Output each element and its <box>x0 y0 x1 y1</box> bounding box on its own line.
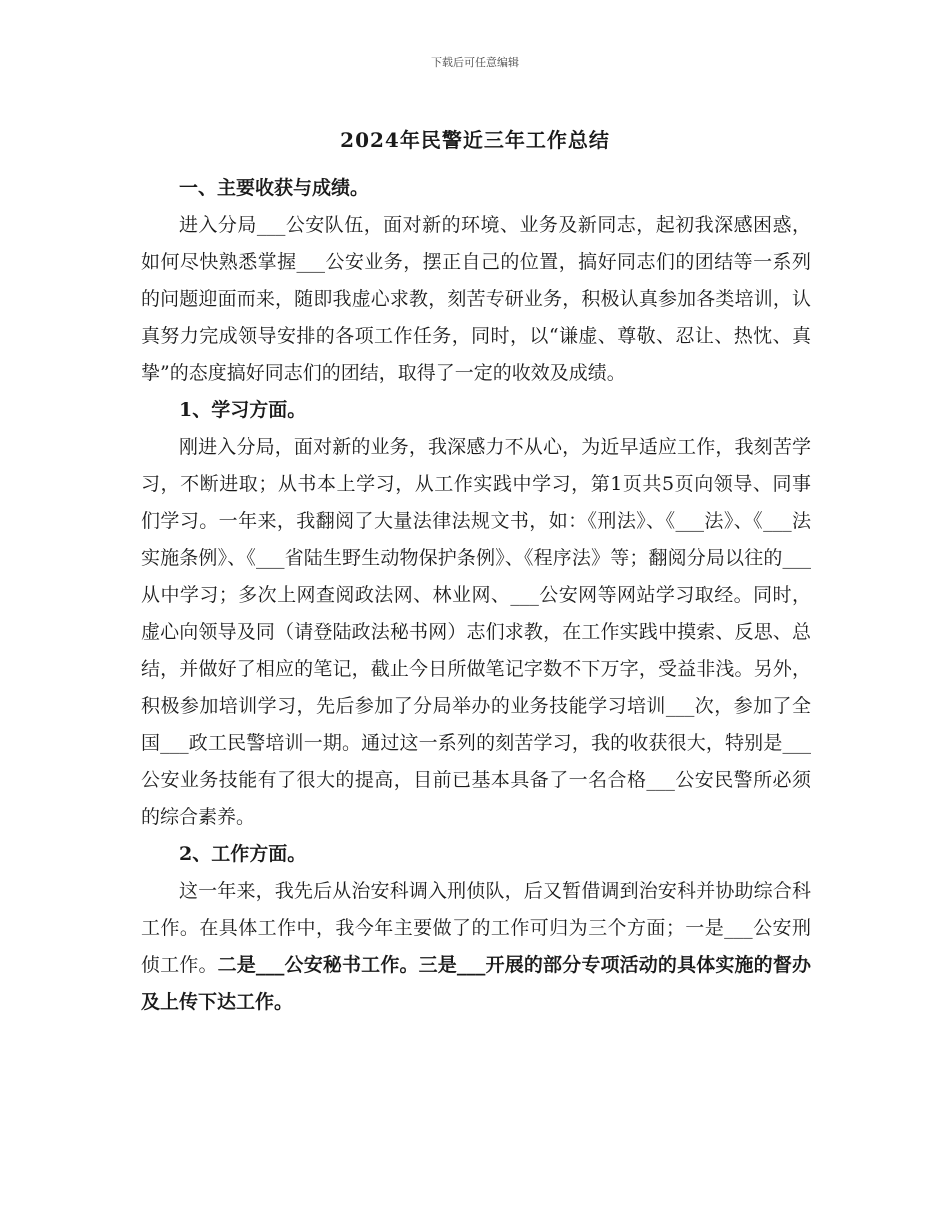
document-title: 2024年民警近三年工作总结 <box>340 128 610 152</box>
section-heading-work: 2、工作方面。 <box>179 843 307 865</box>
section-heading-study: 1、学习方面。 <box>179 399 307 421</box>
header-note: 下载后可任意编辑 <box>431 56 519 69</box>
paragraph-work <box>141 873 811 1021</box>
paragraph-work-bold: 二是___公安秘书工作。三是___开展的部分专项活动的具体实施的督办及上传下达工作。 <box>141 954 811 1013</box>
document-body <box>141 170 811 1021</box>
section-heading-main-results: 一、主要收获与成绩。 <box>179 177 370 199</box>
paragraph-study: 刚进入分局，面对新的业务，我深感力不从心，为近早适应工作，我刻苦学习，不断进取；从书本上学习，从工作实践中学习，第1页共5页向领导、同事们学习。一年来，我翻阅了大量法律法规文书，如：《刑法》、《___法》、《___法实施条例》、《___省陆生野生动物保护条例》、《程序法》等；翻阅分局以往的___从中学习；多次上网查阅政法网、林业网、___公安网等网站学习取经。同时，虚心向领导及同（请登陆政法秘书网）志们求教，在工作实践中摸索、反思、总结，并做好了相应的笔记，截止今日所做笔记字数不下万字，受益非浅。另外，积极参加培训学习，先后参加了分局举办的业务技能学习培训___次，参加了全国___政工民警培训一期。通过这一系列的刻苦学习，我的收获很大，特别是___公安业务技能有了很大的提高，目前已基本具备了一名合格___公安民警所必须的综合素养。 <box>141 436 811 828</box>
paragraph-work-normal: 这一年来，我先后从治安科调入刑侦队，后又暂借调到治安科并协助综合科工作。在具体工作中，我今年主要做了的工作可归为三个方面；一是___公安刑侦工作。 <box>141 880 811 976</box>
paragraph-intro: 进入分局___公安队伍，面对新的环境、业务及新同志，起初我深感困惑，如何尽快熟悉掌握___公安业务，摆正自己的位置，搞好同志们的团结等一系列的问题迎面而来，随即我虚心求教，刻苦专研业务，积极认真参加各类培训，认真努力完成领导安排的各项工作任务，同时，以“谦虚、尊敬、忍让、热忱、真挚”的态度搞好同志们的团结，取得了一定的收效及成绩。 <box>141 214 811 384</box>
